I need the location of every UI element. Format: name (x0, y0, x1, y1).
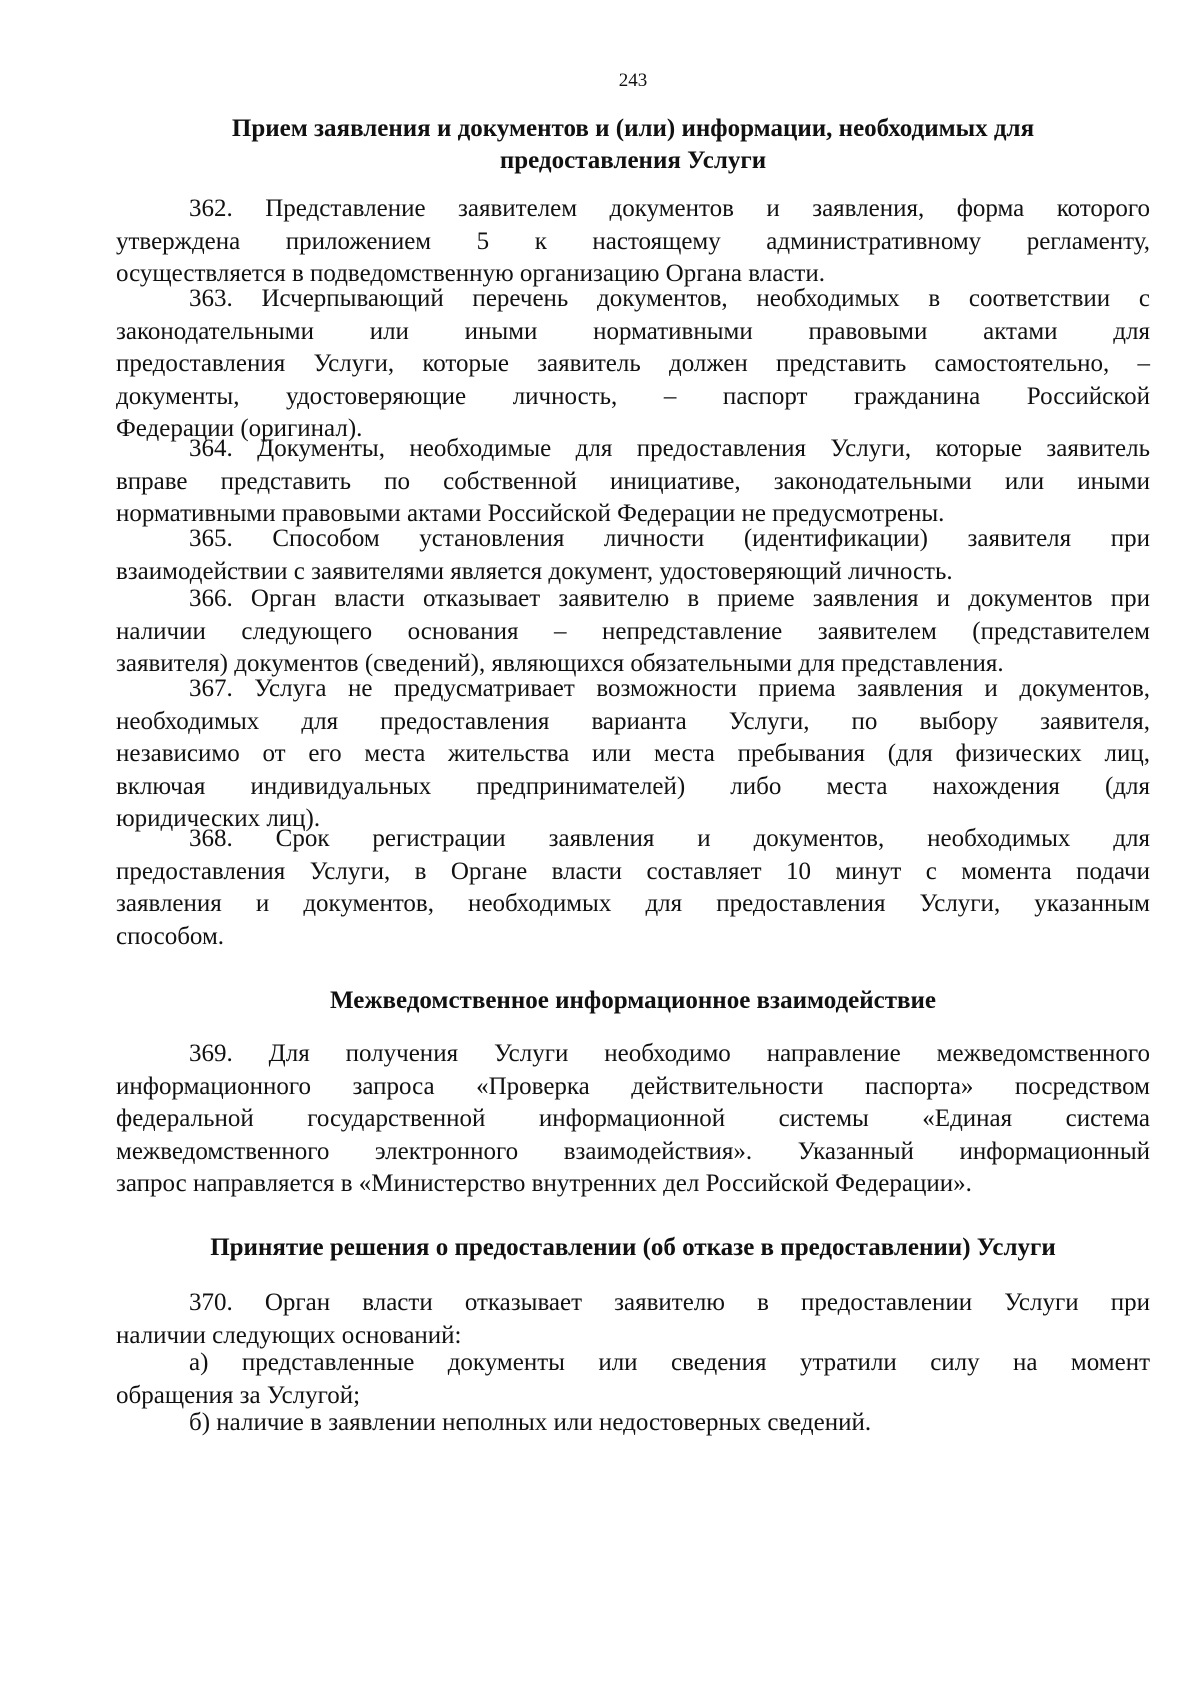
page-number: 243 (618, 70, 648, 91)
paragraph-line: законодательными или иными нормативными правовыми актами для (116, 317, 1150, 345)
section-heading-reception (116, 113, 1150, 177)
paragraph-line: нормативными правовыми актами Российской Федерации не предусмотрены. (116, 500, 945, 527)
paragraph-line: независимо от его места жительства или места пребывания (для физических лиц, (116, 740, 1150, 767)
paragraph-line: Федерации (оригинал). (116, 415, 363, 442)
paragraph-line: юридических лиц). (116, 805, 321, 832)
paragraph-line: 367. Услуга не предусматривает возможности приема заявления и документов, (189, 675, 1150, 702)
paragraph-line: 364. Документы, необходимые для предоставления Услуги, которые заявитель (189, 435, 1150, 462)
paragraph-line: 370. Орган власти отказывает заявителю в предоставлении Услуги при (189, 1289, 1150, 1316)
paragraph-line: а) представленные документы или сведения утратили силу на момент (189, 1349, 1150, 1376)
paragraph-line: заявителя) документов (сведений), являющихся обязательными для представления. (116, 650, 1004, 677)
paragraph-line: 362. Представление заявителем документов и заявления, форма которого (189, 195, 1150, 222)
heading-line: предоставления Услуги (499, 147, 767, 174)
paragraph-line: способом. (116, 922, 225, 950)
section-heading-decision (116, 1232, 1150, 1264)
paragraph-line: включая индивидуальных предпринимателей) либо места нахождения (для (116, 772, 1150, 800)
paragraph-line: взаимодействии с заявителями является документ, удостоверяющий личность. (116, 557, 953, 585)
paragraph-line: 369. Для получения Услуги необходимо направление межведомственного (189, 1040, 1150, 1067)
paragraph-line: наличии следующего основания – непредставление заявителем (представителем (116, 617, 1150, 645)
paragraph-line: обращения за Услугой; (116, 1381, 361, 1409)
heading-line: Принятие решения о предоставлении (об отказе в предоставлении) Услуги (210, 1234, 1056, 1261)
paragraph-368 (116, 823, 1150, 953)
paragraph-line: 368. Срок регистрации заявления и документов, необходимых для (189, 825, 1150, 852)
paragraph-line: 363. Исчерпывающий перечень документов, необходимых в соответствии с (189, 285, 1150, 312)
paragraph-line: межведомственного электронного взаимодействия». Указанный информационный (116, 1137, 1150, 1165)
paragraph-line: б) наличие в заявлении неполных или недостоверных сведений. (189, 1409, 872, 1436)
paragraph-line: федеральной государственной информационной системы «Единая система (116, 1105, 1150, 1132)
paragraph-line: информационного запроса «Проверка действительности паспорта» посредством (116, 1072, 1150, 1100)
heading-line: Межведомственное информационное взаимодействие (330, 987, 936, 1014)
paragraph-line: предоставления Услуги, в Органе власти составляет 10 минут с момента подачи (116, 857, 1150, 885)
paragraph-line: предоставления Услуги, которые заявитель должен представить самостоятельно, – (116, 350, 1150, 377)
paragraph-line: 366. Орган власти отказывает заявителю в приеме заявления и документов при (189, 585, 1150, 612)
paragraph-line: 365. Способом установления личности (идентификации) заявителя при (189, 525, 1150, 552)
paragraph-367 (116, 673, 1150, 836)
paragraph-line: запрос направляется в «Министерство внутренних дел Российской Федерации». (116, 1170, 972, 1197)
paragraph-365 (116, 523, 1150, 588)
paragraph-369 (116, 1038, 1150, 1201)
paragraph-line: заявления и документов, необходимых для предоставления Услуги, указанным (116, 890, 1150, 917)
paragraph-line: вправе представить по собственной инициативе, законодательными или иными (116, 467, 1150, 495)
paragraph-370 (116, 1287, 1150, 1352)
paragraph-line: утверждена приложением 5 к настоящему административному регламенту, (116, 227, 1150, 255)
paragraph-line: наличии следующих оснований: (116, 1321, 462, 1349)
paragraph-362 (116, 193, 1150, 291)
paragraph-line: необходимых для предоставления варианта Услуги, по выбору заявителя, (116, 707, 1150, 735)
paragraph-line: осуществляется в подведомственную организацию Органа власти. (116, 260, 825, 287)
paragraph-366 (116, 583, 1150, 681)
paragraph-line: документы, удостоверяющие личность, – паспорт гражданина Российской (116, 382, 1150, 410)
paragraph-363 (116, 283, 1150, 446)
list-item-b (116, 1407, 1150, 1440)
list-item-a (116, 1347, 1150, 1412)
section-heading-interagency (116, 985, 1150, 1017)
paragraph-364 (116, 433, 1150, 531)
heading-line: Прием заявления и документов и (или) информации, необходимых для (231, 115, 1035, 142)
